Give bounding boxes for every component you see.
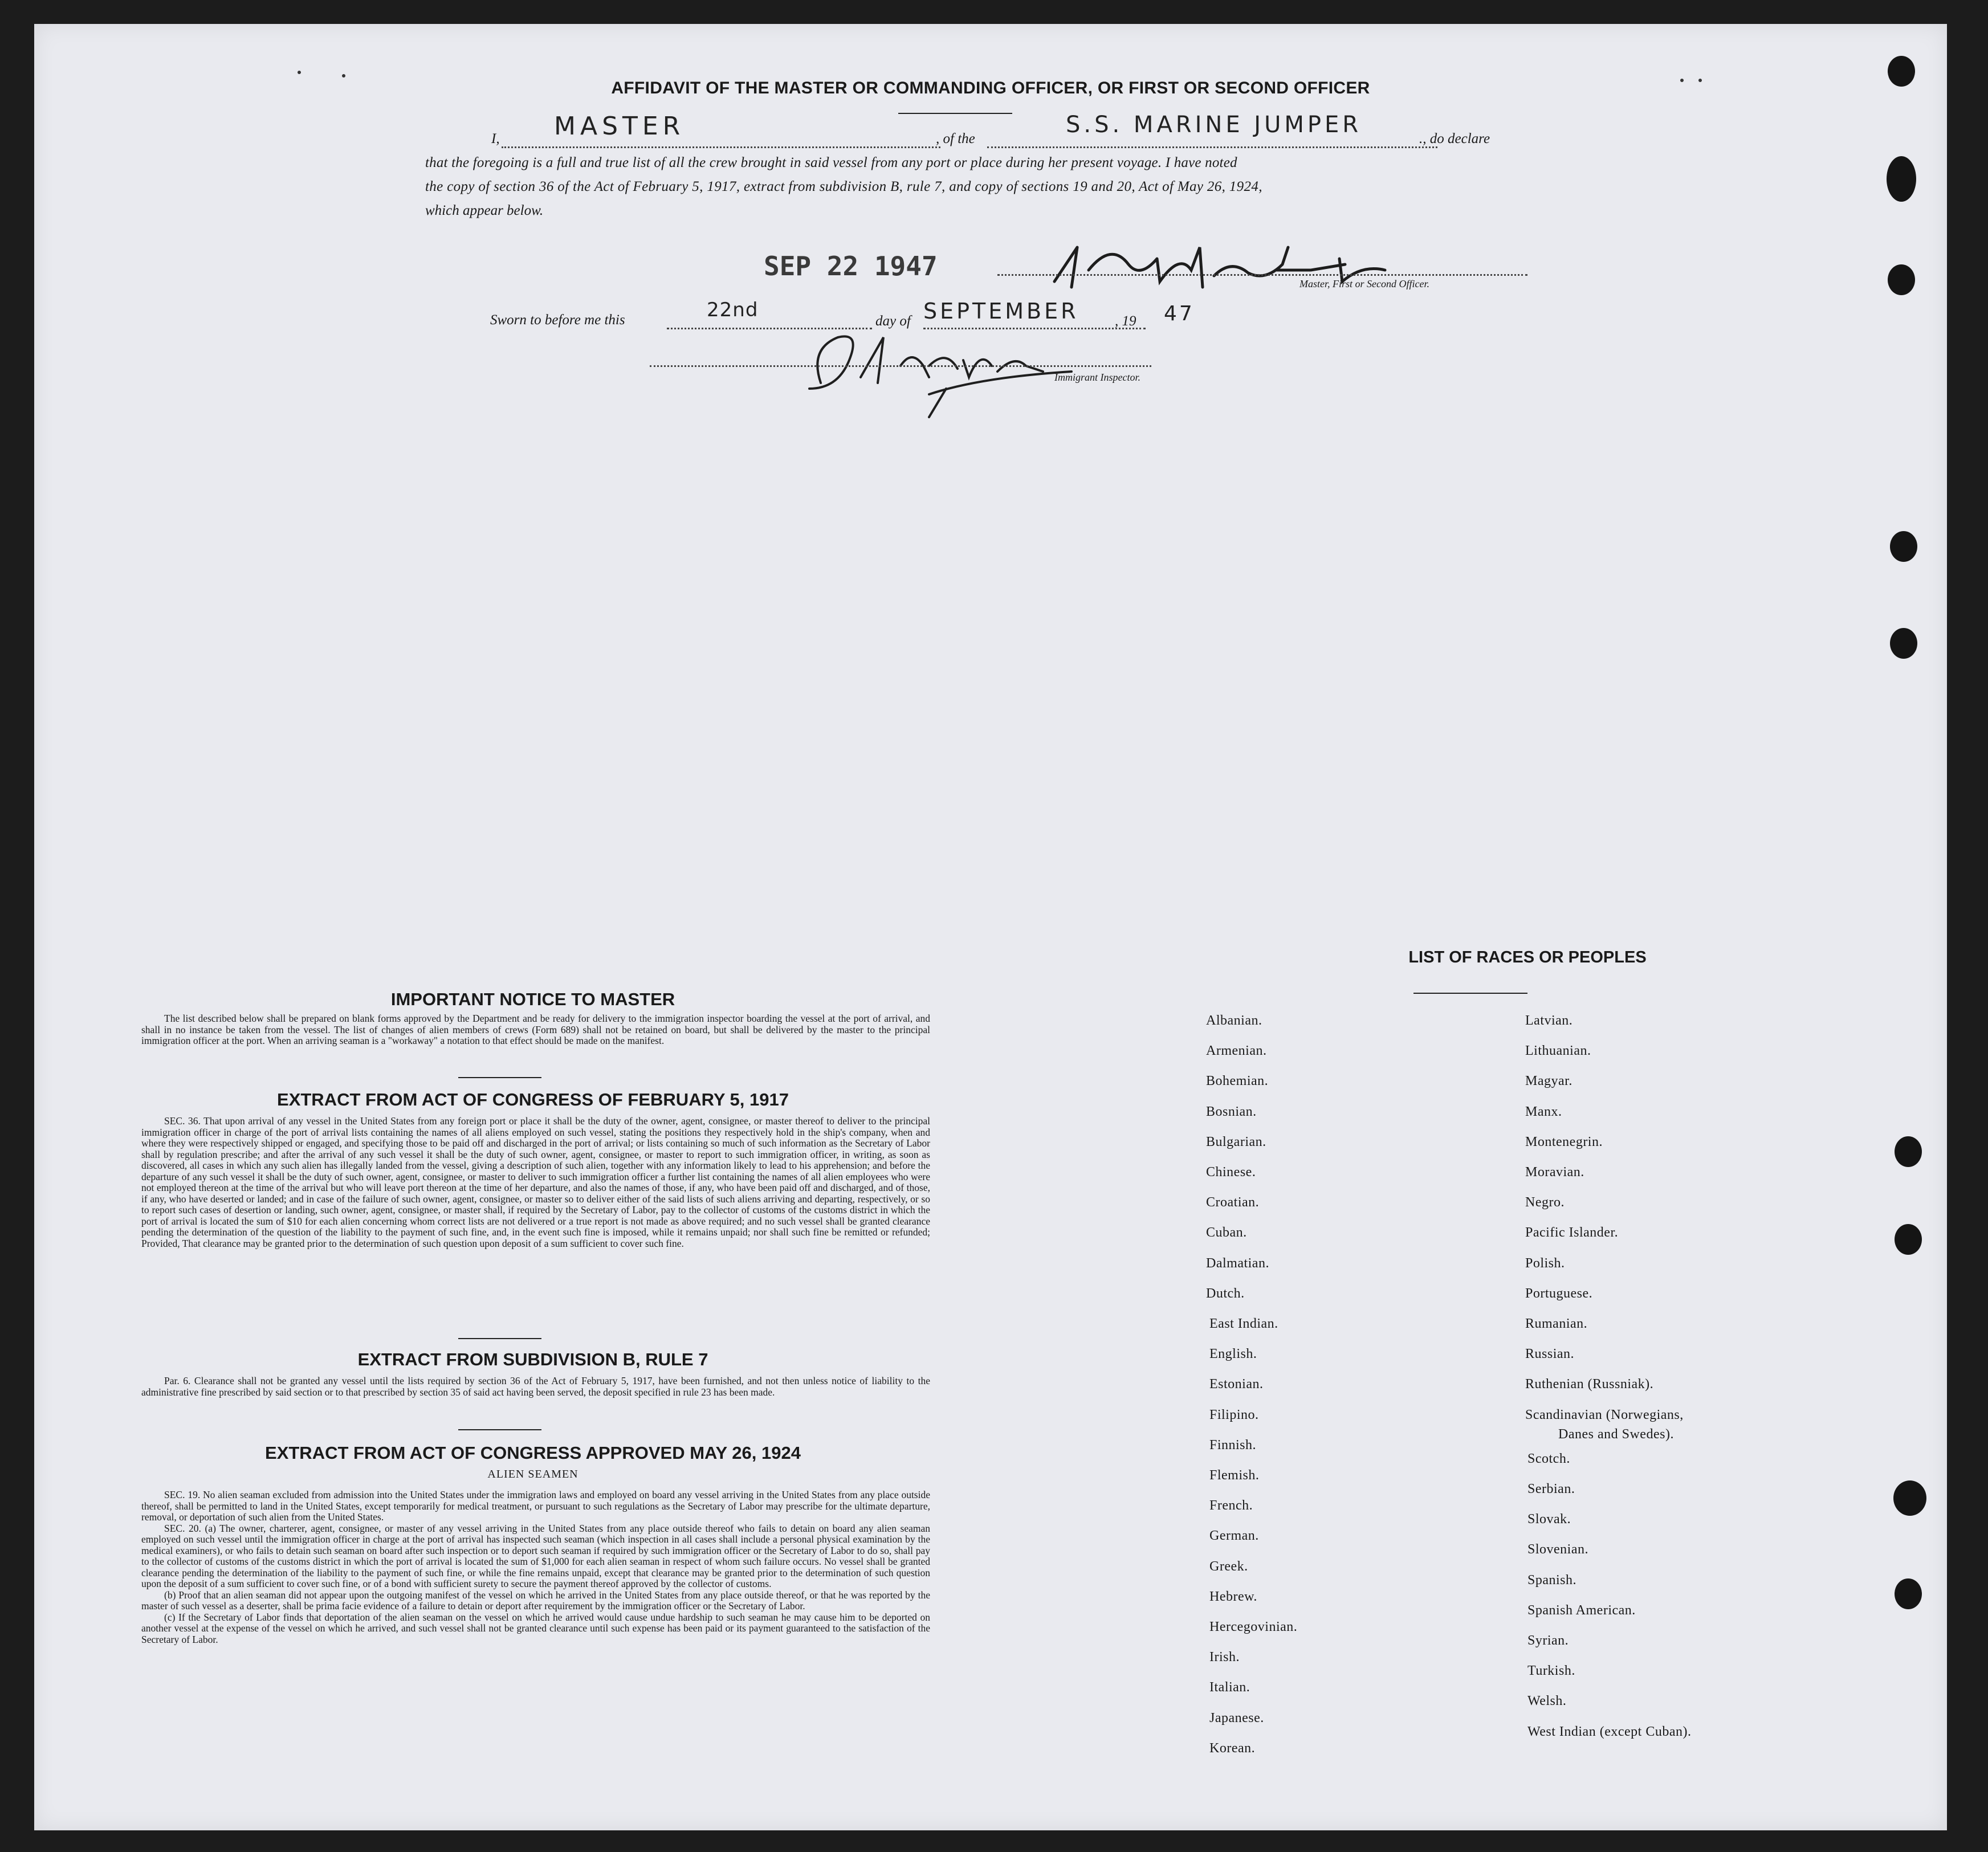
race-item: Slovenian.	[1527, 1542, 1588, 1557]
race-item: Bosnian.	[1206, 1104, 1257, 1119]
race-item: Armenian.	[1206, 1043, 1267, 1058]
binder-hole	[1895, 1224, 1922, 1255]
race-item: Polish.	[1525, 1256, 1565, 1271]
extract-1917-text: SEC. 36. That upon arrival of any vessel in the United States from any foreign port or place it shall be the duty of the owner, agent, consignee, or master thereof to deliver to the principal immigration officer in charge of the port of arrival lists containing the names of all aliens employed on such vessel, stating the positions they respectively hold in the ship's company, when and where they were respectively shipped or engaged, and specifying those to be paid off and discharged in the port of arrival; or lists containing so much of such information as the Secretary of Labor shall by regulation prescribe; and after the arrival of any such vessel it shall be the duty of such owner, agent, consignee, or master to report to such immigration officer, in writing, as soon as discovered, all cases in which any such alien has illegally landed from the vessel, giving a description of such alien, together with any information likely to lead to his apprehension; and before the departure of any such vessel it shall be the duty of such owner, agent, consignee, or master to deliver to such immigration officer a further list containing the names of all alien employees who were not employed thereon at the time of the arrival but who will leave port thereon at the time of her departure, and also the names of those, if any, who have been paid off and discharged, and of those, if any, who have deserted or landed; and in case of the failure of such owner, agent, consignee, or master so to deliver either of the said lists of such aliens arriving and departing, respectively, or so to report such cases of desertion or landing, such owner, agent, consignee, or master shall, if required by the Secretary of Labor, pay to the collector of customs of the customs district in which the port of arrival is located the sum of $10 for each alien concerning whom correct lists are not delivered or a true report is not made as above required; and no such vessel shall be granted clearance pending the determination of the question of the liability to the payment of such fine, and, in the event such fine is imposed, while it remains unpaid; nor shall such fine be remitted or refunded; Provided, That clearance may be granted prior to the determination of such question upon deposit of a sum sufficient to cover such fine.	[141, 1115, 930, 1249]
race-item: Lithuanian.	[1525, 1043, 1591, 1058]
race-item: Syrian.	[1527, 1633, 1569, 1648]
alien-seamen-subtitle: ALIEN SEAMEN	[487, 1468, 579, 1480]
binder-hole	[1888, 264, 1915, 295]
binder-hole	[1890, 628, 1917, 659]
rule7-title: EXTRACT FROM SUBDIVISION B, RULE 7	[357, 1349, 708, 1369]
race-item: Chinese.	[1206, 1165, 1256, 1180]
race-item: Filipino.	[1209, 1408, 1259, 1422]
year-handwritten: 47	[1164, 302, 1195, 325]
extract-1924-text: SEC. 19. No alien seaman excluded from admission into the United States under the immigration laws and employed on board any vessel arriving in the United States from any place outside thereof, shall be permitted to land in the United States, except temporarily for medical treatment, or pursuant to such regulations as the Secretary of Labor may prescribe for the ultimate departure, removal, or deportation of such alien from the United States. SEC. 20. (a) The owner, charterer, agent, consignee, or master of any vessel arriving in the United States from any place outside thereof who fails to detain on board any alien seaman employed on such vessel until the immigration officer in charge at the port of arrival has inspected such seaman (which inspection in all cases shall include a personal physical examination by the medical examiners), or who fails to detain such seaman on board after such inspection or to deport such seaman if required by such immigration officer or the Secretary of Labor to do so, shall pay to the collector of customs of the customs district in which the port of arrival is located the sum of $1,000 for each alien seaman in respect of whom such failure occurs. No vessel shall be granted clearance pending the determination of the liability to the payment of such fine, or while the fine remains unpaid, except that clearance may be granted prior to the determination of such question upon the deposit of a sum sufficient to cover such fine, or of a bond with sufficient surety to secure the payment thereof approved by the collector of customs. (b) Proof that an alien seaman did not appear upon the outgoing manifest of the vessel on which he arrived in the United States from any place outside thereof, or that he was reported by the master of such vessel as a deserter, shall be prima facie evidence of a failure to detain or deport after requirement by the immigration officer or the Secretary of Labor. (c) If the Secretary of Labor finds that deportation of the alien seaman on the vessel on which he arrived would cause undue hardship to such seaman he may cause him to be deported on another vessel at the expense of the vessel on which he arrived, and such vessel shall not be granted clearance until such expense has been paid or its payment guaranteed to the satisfaction of the Secretary of Labor.	[141, 1489, 930, 1645]
race-item: Russian.	[1525, 1347, 1575, 1361]
race-item: Hebrew.	[1209, 1589, 1257, 1604]
race-item: Hercegovinian.	[1209, 1620, 1298, 1634]
affidavit-body-line1: that the foregoing is a full and true list of all the crew brought in said vessel from any port or place during her present voyage. I have noted	[425, 155, 1237, 170]
race-item: West Indian (except Cuban).	[1527, 1724, 1692, 1739]
do-declare-label: ., do declare	[1419, 131, 1490, 146]
rule7-text: Par. 6. Clearance shall not be granted any vessel until the lists required by section 36 of the Act of February 5, 1917, have been furnished, and not then unless notice of liability to the administrative fine prescribed by said section or to that prescribed by section 35 of said act having been served, the deposit specified in rule 23 has been made.	[141, 1375, 930, 1398]
vessel-name-handwritten: S.S. MARINE JUMPER	[1066, 112, 1362, 138]
race-item: Danes and Swedes).	[1558, 1427, 1674, 1442]
binder-hole	[1887, 156, 1916, 202]
notice-title: IMPORTANT NOTICE TO MASTER	[390, 989, 675, 1009]
race-item: Serbian.	[1527, 1482, 1575, 1496]
race-item: Welsh.	[1527, 1694, 1567, 1708]
race-item: Turkish.	[1527, 1663, 1575, 1678]
race-item: French.	[1209, 1498, 1253, 1513]
race-item: Croatian.	[1206, 1195, 1260, 1210]
sworn-label: Sworn to before me this	[490, 312, 625, 328]
race-item: Greek.	[1209, 1559, 1248, 1574]
binder-hole	[1895, 1136, 1922, 1167]
race-item: Negro.	[1525, 1195, 1565, 1210]
race-item: Montenegrin.	[1525, 1135, 1603, 1149]
race-item: Magyar.	[1525, 1074, 1573, 1088]
race-item: Spanish.	[1527, 1573, 1577, 1588]
race-item: Rumanian.	[1525, 1316, 1588, 1331]
race-item: Bulgarian.	[1206, 1135, 1266, 1149]
day-handwritten: 22nd	[707, 299, 759, 321]
of-the-label: , of the	[936, 131, 975, 146]
race-item: Latvian.	[1525, 1013, 1573, 1028]
affidavit-body-line2: the copy of section 36 of the Act of February 5, 1917, extract from subdivision B, rule 7, and copy of sections 19 and 20, Act of May 26, 1924,	[425, 179, 1262, 194]
race-item: Scandinavian (Norwegians,	[1525, 1408, 1684, 1422]
inspector-signature	[775, 315, 1094, 423]
race-item: Cuban.	[1206, 1225, 1247, 1240]
race-item: Finnish.	[1209, 1438, 1257, 1453]
binder-hole	[1890, 531, 1917, 562]
race-item: German.	[1209, 1528, 1259, 1543]
race-item: Portuguese.	[1525, 1286, 1593, 1301]
document-page	[34, 24, 1947, 1830]
race-item: Irish.	[1209, 1650, 1240, 1665]
notice-text: The list described below shall be prepared on blank forms approved by the Department and be ready for delivery to the immigration inspector boarding the vessel at the port of arrival, and shall in no instance be taken from the vessel. The list of changes of alien members of crews (Form 689) shall not be retained on board, but shall be delivered by the master to the principal immigration officer at the port. When an arriving seaman is a "workaway" a notation to that effect should be made on the manifest.	[141, 1013, 930, 1046]
races-title: LIST OF RACES OR PEOPLES	[1408, 948, 1647, 966]
binder-hole	[1895, 1578, 1922, 1609]
race-item: Spanish American.	[1527, 1603, 1636, 1618]
master-caption: Master, First or Second Officer.	[1299, 278, 1429, 289]
race-item: Moravian.	[1525, 1165, 1584, 1180]
binder-hole	[1893, 1480, 1926, 1516]
race-item: Korean.	[1209, 1741, 1256, 1756]
race-item: Dalmatian.	[1206, 1256, 1269, 1271]
race-item: Slovak.	[1527, 1512, 1571, 1527]
year-prefix: , 19	[1115, 313, 1136, 329]
race-item: Scotch.	[1527, 1451, 1570, 1466]
extract-1924-title: EXTRACT FROM ACT OF CONGRESS APPROVED MAY 26, 1924	[265, 1443, 801, 1463]
i-label: I,	[491, 131, 500, 146]
affidavit-title: AFFIDAVIT OF THE MASTER OR COMMANDING OFFICER, OR FIRST OR SECOND OFFICER	[611, 79, 1370, 97]
race-item: Dutch.	[1206, 1286, 1245, 1301]
race-item: Ruthenian (Russniak).	[1525, 1377, 1654, 1392]
month-handwritten: SEPTEMBER	[923, 299, 1079, 324]
race-item: Albanian.	[1206, 1013, 1262, 1028]
affidavit-body-line3: which appear below.	[425, 203, 544, 218]
race-item: East Indian.	[1209, 1316, 1278, 1331]
race-item: Bohemian.	[1206, 1074, 1269, 1088]
date-stamp: SEP 22 1947	[764, 251, 938, 282]
officer-title-handwritten: MASTER	[554, 112, 685, 141]
race-item: Estonian.	[1209, 1377, 1264, 1392]
race-item: Manx.	[1525, 1104, 1562, 1119]
race-item: Pacific Islander.	[1525, 1225, 1619, 1240]
race-item: Japanese.	[1209, 1711, 1264, 1725]
race-item: English.	[1209, 1347, 1257, 1361]
day-of-label: day of	[875, 313, 911, 329]
inspector-caption: Immigrant Inspector.	[1054, 372, 1140, 383]
race-item: Italian.	[1209, 1680, 1250, 1695]
extract-1917-title: EXTRACT FROM ACT OF CONGRESS OF FEBRUARY 5, 1917	[277, 1090, 789, 1109]
race-item: Flemish.	[1209, 1468, 1260, 1483]
master-signature	[1043, 225, 1408, 310]
